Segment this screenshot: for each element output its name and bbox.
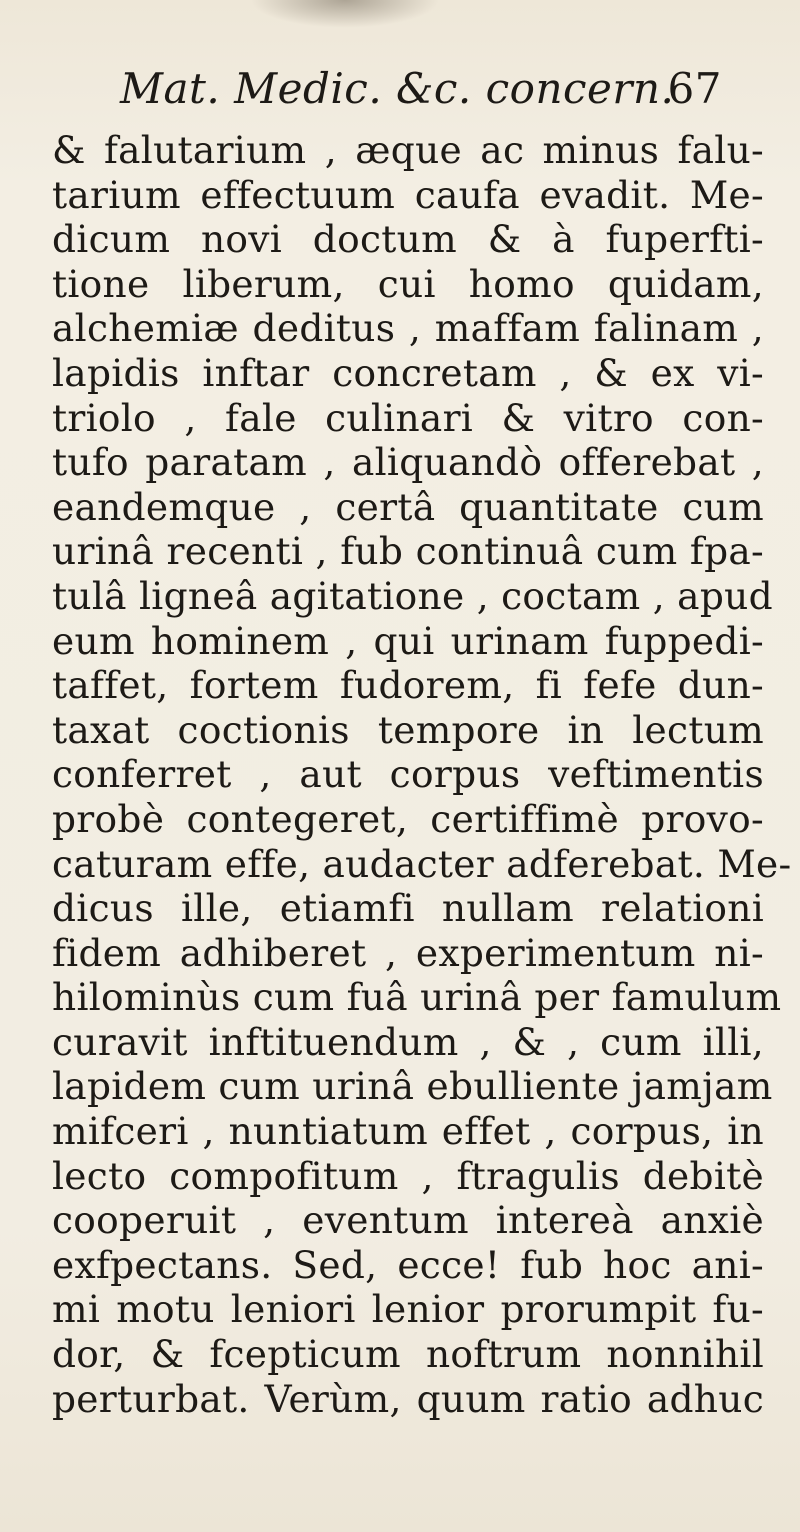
text-line: exfpectans. Sed, ecce! fub hoc ani-	[52, 1242, 764, 1287]
text-line: dicum novi doctum & à fuperfti-	[52, 217, 764, 262]
text-line: eum hominem , qui urinam fuppedi-	[52, 618, 764, 663]
text-line: tulâ ligneâ agitatione , coctam , apud	[52, 573, 773, 618]
text-line: tufo paratam , aliquandò offerebat ,	[52, 440, 764, 485]
text-line: caturam effe, audacter adferebat. Me-	[52, 841, 792, 886]
text-line: conferret , aut corpus veftimentis	[52, 752, 764, 797]
running-header	[120, 64, 720, 128]
text-line: urinâ recenti , fub continuâ cum fpa-	[52, 529, 764, 574]
page-number: 67	[667, 64, 722, 113]
text-line: & falutarium , æque ac minus falu-	[52, 128, 764, 172]
text-line: tarium effectuum caufa evadit. Me-	[52, 172, 764, 217]
text-line: taxat coctionis tempore in lectum	[52, 707, 764, 752]
text-line: alchemiæ deditus , maffam falinam ,	[52, 306, 764, 351]
text-line: probè contegeret, certiffimè provo-	[52, 796, 764, 841]
text-line: hilominùs cum fuâ urinâ per famulum	[52, 975, 782, 1020]
text-line: lecto compofitum , ftragulis debitè	[52, 1153, 764, 1198]
text-line: perturbat. Verùm, quum ratio adhuc	[52, 1376, 764, 1421]
running-title: Mat. Medic. &c. concern.	[120, 64, 675, 113]
body-text	[52, 128, 792, 1421]
text-line: lapidem cum urinâ ebulliente jamjam	[52, 1064, 773, 1109]
text-line: curavit inftituendum , & , cum illi,	[52, 1019, 764, 1064]
text-line: triolo , fale culinari & vitro con-	[52, 395, 764, 440]
text-line: tione liberum, cui homo quidam,	[52, 261, 764, 306]
text-line: dor, & fcepticum noftrum nonnihil	[52, 1332, 764, 1377]
text-line: mifceri , nuntiatum effet , corpus, in	[52, 1109, 764, 1154]
text-line: eandemque , certâ quantitate cum	[52, 484, 764, 529]
show-through-mark	[250, 0, 440, 28]
text-line: dicus ille, etiamfi nullam relationi	[52, 886, 764, 931]
text-line: cooperuit , eventum intereà anxiè	[52, 1198, 764, 1243]
text-line: mi motu leniori lenior prorumpit fu-	[52, 1287, 764, 1332]
text-line: taffet, fortem fudorem, fi fefe dun-	[52, 663, 764, 708]
text-line: lapidis inftar concretam , & ex vi-	[52, 350, 764, 395]
text-line: fidem adhiberet , experimentum ni-	[52, 930, 764, 975]
